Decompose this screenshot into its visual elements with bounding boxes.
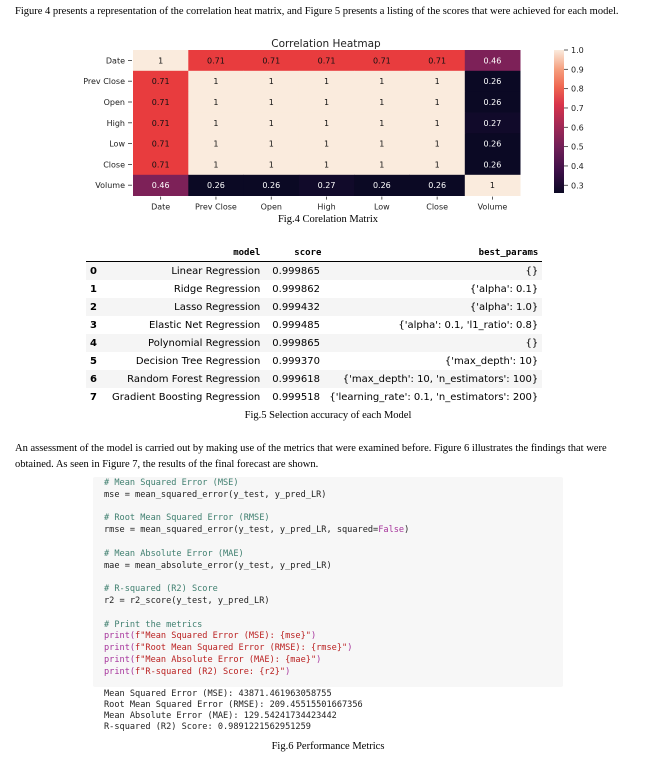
table-row xyxy=(86,352,542,370)
heatmap-cell-label: 1 xyxy=(379,160,385,170)
code-keyword: ) xyxy=(310,631,317,642)
row-model: Lasso Regression xyxy=(108,298,264,316)
table-row xyxy=(86,316,542,334)
row-index: 7 xyxy=(90,391,97,403)
heatmap-y-tick-label: High xyxy=(106,118,125,128)
heatmap-cell-label: 1 xyxy=(324,118,330,128)
heatmap-cell-label: 1 xyxy=(324,98,330,107)
code-keyword: ) xyxy=(347,643,353,654)
row-best-params: {} xyxy=(325,334,542,352)
intro-paragraph: Figure 4 presents a representation of the correlation heat matrix, and Figure 5 presents a listing of the scores that were achieved for each model. xyxy=(15,6,619,17)
code-line: mse = mean_squared_error(y_test, y_pred_LR) xyxy=(104,489,327,500)
heatmap-cell-label: 0.26 xyxy=(372,181,391,191)
code-comment: # R-squared (R2) Score xyxy=(104,584,218,595)
code-keyword: print( xyxy=(104,631,136,642)
heatmap-cell-label: 0.46 xyxy=(151,181,170,191)
heatmap-cell-label: 1 xyxy=(268,118,274,128)
assessment-paragraph: An assessment of the model is carried out by making use of the metrics that were examined before. Figure 6 illustrates the findings that were obtained. As seen in Figure 7, the results of the final forecast are shown. xyxy=(15,443,607,470)
row-best-params: {'alpha': 0.1} xyxy=(469,283,539,295)
heatmap-cell-label: 1 xyxy=(434,77,440,87)
header-best-params: best_params xyxy=(325,245,542,262)
heatmap-cell-label: 1 xyxy=(213,98,219,107)
row-best-params: {'max_depth': 10} xyxy=(444,355,539,367)
heatmap-cell-label: 0.71 xyxy=(207,56,225,66)
heatmap-cell-label: 1 xyxy=(434,160,440,170)
heatmap-cell-label: 1 xyxy=(434,98,440,107)
heatmap-y-tick-label: Open xyxy=(103,98,125,107)
output-line: R-squared (R2) Score: 0.9891221562951259 xyxy=(104,722,311,732)
output-line: Root Mean Squared Error (RMSE): 209.45515501667356 xyxy=(104,700,363,710)
row-model: Polynomial Regression xyxy=(108,334,264,352)
correlation-heatmap xyxy=(60,34,600,212)
fig6-caption: Fig.6 Performance Metrics xyxy=(271,741,385,752)
heatmap-cell-label: 1 xyxy=(489,181,495,191)
code-block xyxy=(104,478,409,679)
fig5-caption: Fig.5 Selection accuracy of each Model xyxy=(244,410,412,421)
heatmap-x-tick-label: High xyxy=(317,202,336,212)
row-index: 2 xyxy=(86,298,108,316)
heatmap-x-tick-label: Prev Close xyxy=(195,202,237,212)
code-keyword: print( xyxy=(104,643,136,654)
code-string: f"Mean Absolute Error (MAE): {mae}" xyxy=(135,654,317,665)
heatmap-cell-label: 1 xyxy=(268,77,274,87)
row-best-params: {'learning_rate': 0.1, 'n_estimators': 200} xyxy=(329,391,539,403)
code-string: f"Mean Squared Error (MSE): {mse}" xyxy=(135,631,311,642)
table-row xyxy=(86,262,542,281)
code-line: ) xyxy=(404,525,410,536)
table-row xyxy=(86,388,542,406)
heatmap-cell-label: 0.26 xyxy=(207,181,225,191)
code-keyword: ) xyxy=(285,666,291,677)
row-score: 0.999485 xyxy=(272,319,320,331)
heatmap-y-tick-label: Close xyxy=(103,160,125,170)
code-output xyxy=(104,689,363,733)
heatmap-cell-label: 0.27 xyxy=(317,181,336,191)
code-string: f"Root Mean Squared Error (RMSE): {rmse}" xyxy=(135,643,348,654)
code-keyword: ) xyxy=(316,654,322,665)
row-index: 4 xyxy=(86,334,108,352)
colorbar-tick-label: 0.3 xyxy=(571,181,584,191)
heatmap-x-tick-label: Low xyxy=(373,202,390,212)
heatmap-cell-label: 1 xyxy=(434,139,440,149)
header-index xyxy=(86,245,108,262)
code-keyword: False xyxy=(378,525,405,536)
row-index: 5 xyxy=(90,355,97,367)
row-score: 0.999370 xyxy=(272,355,320,367)
colorbar-tick-label: 0.6 xyxy=(571,123,584,133)
heatmap-cell-label: 0.71 xyxy=(151,98,170,107)
heatmap-cell-label: 1 xyxy=(268,160,274,170)
heatmap-cell-label: 0.71 xyxy=(317,56,336,66)
heatmap-title: Correlation Heatmap xyxy=(271,38,381,50)
colorbar-tick-label: 0.9 xyxy=(571,65,584,75)
heatmap-cell-label: 1 xyxy=(379,118,385,128)
heatmap-cell-label: 1 xyxy=(158,56,164,66)
code-line: rmse = mean_squared_error(y_test, y_pred_LR, squared= xyxy=(104,525,379,536)
row-score: 0.999518 xyxy=(272,391,320,403)
code-comment: # Root Mean Squared Error (RMSE) xyxy=(104,513,270,524)
code-keyword: print( xyxy=(104,654,136,665)
row-model: Random Forest Regression xyxy=(108,370,264,388)
table-row xyxy=(86,298,542,316)
heatmap-cell-label: 0.26 xyxy=(428,181,447,191)
heatmap-cell-label: 0.71 xyxy=(151,160,170,170)
code-comment: # Mean Squared Error (MSE) xyxy=(104,478,239,488)
row-index: 6 xyxy=(86,370,108,388)
code-comment: # Mean Absolute Error (MAE) xyxy=(104,548,244,559)
heatmap-y-tick-label: Date xyxy=(105,56,125,66)
heatmap-cell-label: 1 xyxy=(213,77,219,87)
colorbar-tick-label: 1.0 xyxy=(571,46,584,55)
heatmap-cell-label: 0.26 xyxy=(483,77,502,87)
output-line: Mean Squared Error (MSE): 43871.461963058755 xyxy=(104,689,332,699)
heatmap-cell-label: 1 xyxy=(324,139,330,149)
heatmap-cell-label: 1 xyxy=(434,118,440,128)
row-best-params: {} xyxy=(325,262,542,281)
table-row xyxy=(86,334,542,352)
heatmap-cell-label: 1 xyxy=(213,118,219,128)
code-comment: # Print the metrics xyxy=(104,619,203,630)
heatmap-cell-label: 0.71 xyxy=(151,139,170,149)
row-model: Gradient Boosting Regression xyxy=(112,391,261,403)
row-score: 0.999865 xyxy=(264,334,325,352)
row-score: 0.999862 xyxy=(272,283,320,295)
row-best-params: {'alpha': 1.0} xyxy=(325,298,542,316)
heatmap-cell-label: 1 xyxy=(213,139,219,149)
heatmap-cell-label: 1 xyxy=(268,98,274,107)
row-index: 1 xyxy=(90,283,97,295)
colorbar-tick-label: 0.8 xyxy=(571,84,584,94)
row-score: 0.999865 xyxy=(264,262,325,281)
heatmap-cell-label: 0.46 xyxy=(483,56,502,66)
heatmap-cell-label: 0.26 xyxy=(483,160,502,170)
row-model: Elastic Net Regression xyxy=(149,319,261,331)
row-index: 3 xyxy=(90,319,97,331)
heatmap-cell-label: 0.26 xyxy=(483,98,502,107)
row-best-params: {'alpha': 0.1, 'l1_ratio': 0.8} xyxy=(398,319,539,331)
heatmap-y-tick-label: Prev Close xyxy=(83,77,125,87)
heatmap-cell-label: 0.71 xyxy=(428,56,447,66)
table-header-row xyxy=(86,245,542,262)
row-best-params: {'max_depth': 10, 'n_estimators': 100} xyxy=(325,370,542,388)
row-score: 0.999618 xyxy=(264,370,325,388)
code-line: mae = mean_absolute_error(y_test, y_pred_LR) xyxy=(104,560,332,571)
code-keyword: print( xyxy=(104,666,136,677)
heatmap-cell-label: 0.71 xyxy=(372,56,391,66)
colorbar-tick-label: 0.4 xyxy=(571,161,584,171)
code-line: r2 = r2_score(y_test, y_pred_LR) xyxy=(104,595,270,606)
heatmap-cell-label: 0.71 xyxy=(151,77,170,87)
table-row xyxy=(86,370,542,388)
heatmap-x-tick-label: Date xyxy=(151,202,171,212)
heatmap-x-tick-label: Volume xyxy=(477,202,508,212)
heatmap-cell-label: 0.27 xyxy=(483,118,502,128)
heatmap-cell-label: 0.26 xyxy=(262,181,281,191)
fig4-caption: Fig.4 Corelation Matrix xyxy=(277,214,379,225)
heatmap-cell-label: 0.71 xyxy=(262,56,281,66)
heatmap-cell-label: 1 xyxy=(379,77,385,87)
table-row xyxy=(86,280,542,298)
row-model: Decision Tree Regression xyxy=(135,355,261,367)
colorbar xyxy=(554,50,564,193)
row-score: 0.999432 xyxy=(264,298,325,316)
heatmap-cell-label: 1 xyxy=(213,160,219,170)
heatmap-cell-label: 1 xyxy=(324,77,330,87)
row-model: Ridge Regression xyxy=(173,283,261,295)
colorbar-tick-label: 0.7 xyxy=(571,103,584,113)
heatmap-cell-label: 1 xyxy=(324,160,330,170)
heatmap-y-tick-label: Low xyxy=(109,139,125,149)
heatmap-y-tick-label: Volume xyxy=(95,181,125,191)
heatmap-cell-label: 0.26 xyxy=(483,139,502,149)
header-score: score xyxy=(264,245,325,262)
results-table xyxy=(86,245,542,406)
heatmap-x-tick-label: Close xyxy=(426,202,449,212)
heatmap-cell-label: 0.71 xyxy=(151,118,170,128)
colorbar-tick-label: 0.5 xyxy=(571,142,584,152)
heatmap-x-tick-label: Open xyxy=(260,202,282,212)
code-string: f"R-squared (R2) Score: {r2}" xyxy=(135,666,286,677)
row-model: Linear Regression xyxy=(108,262,264,281)
heatmap-cell-label: 1 xyxy=(268,139,274,149)
header-model: model xyxy=(108,245,264,262)
heatmap-cell-label: 1 xyxy=(379,139,385,149)
output-line: Mean Absolute Error (MAE): 129.54241734423442 xyxy=(104,711,337,721)
heatmap-cell-label: 1 xyxy=(379,98,385,107)
row-index: 0 xyxy=(86,262,108,281)
